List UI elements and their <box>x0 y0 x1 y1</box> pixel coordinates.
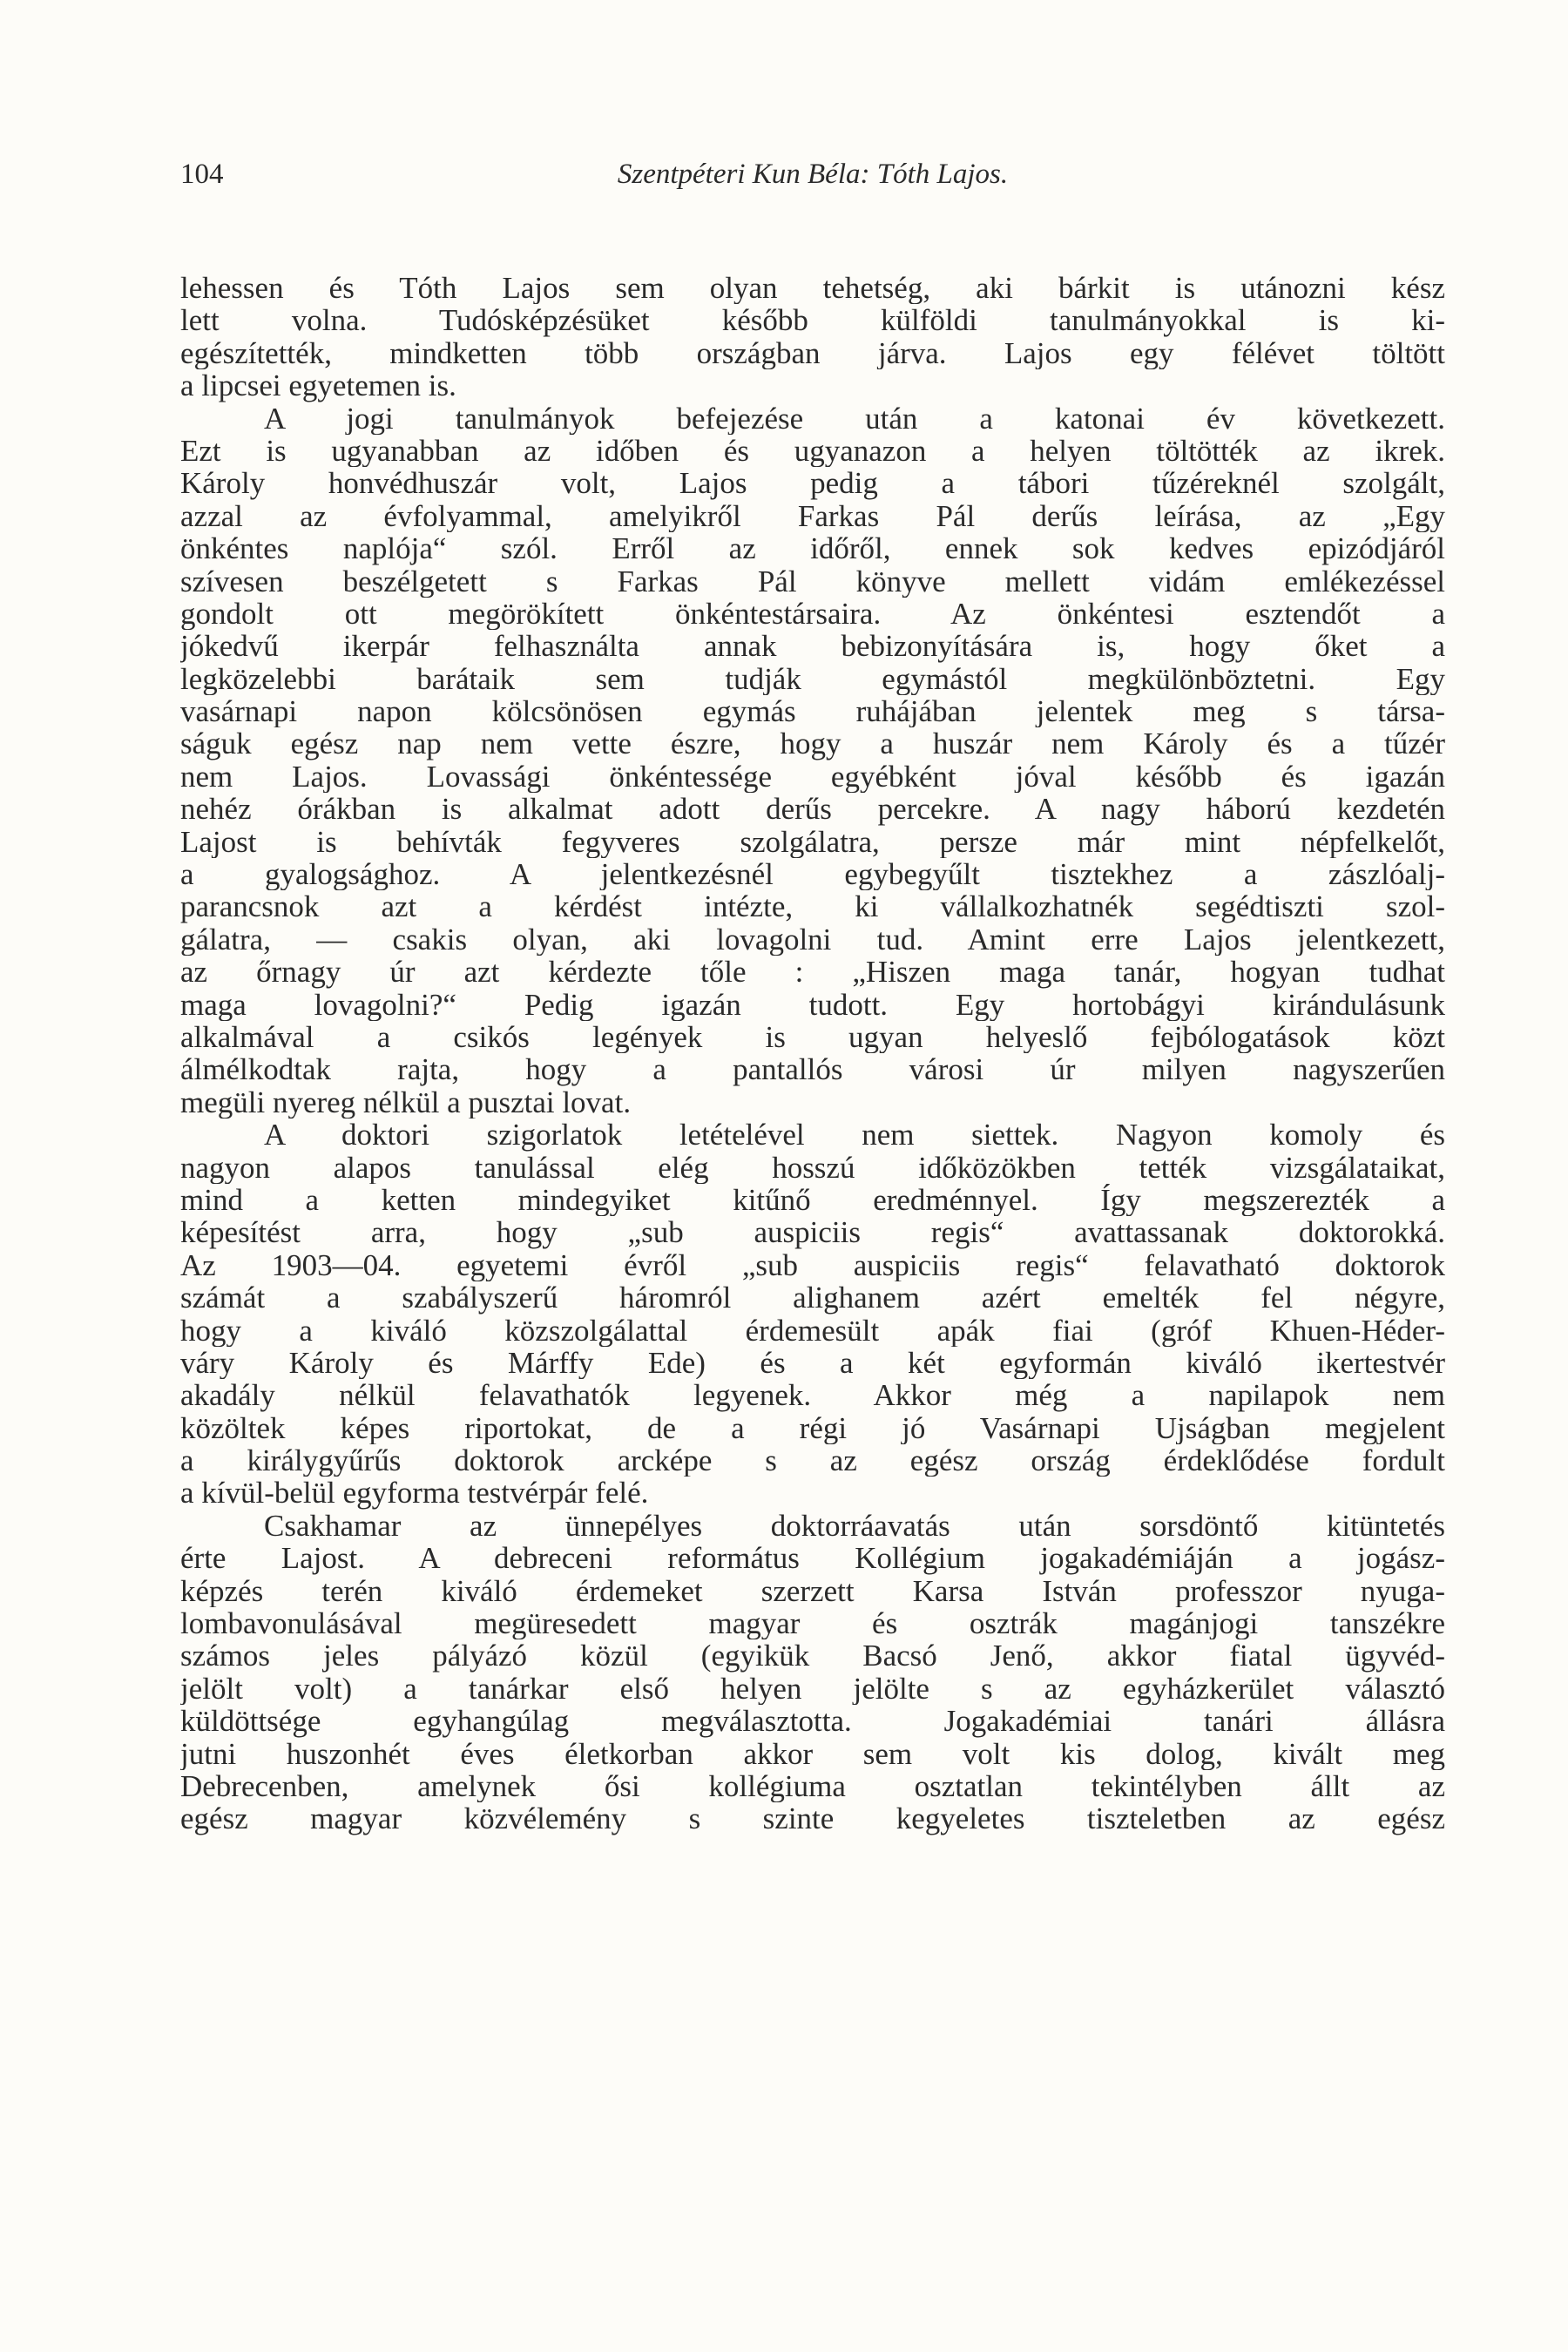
text-line: ságuk egész nap nem vette észre, hogy a huszár nem Károly és a tűzér <box>180 727 1445 760</box>
text-line: küldöttsége egyhangúlag megválasztotta. Jogakadémiai tanári állásra <box>180 1705 1445 1738</box>
text-line: gálatra, — csakis olyan, aki lovagolni tud. Amint erre Lajos jelentkezett, <box>180 923 1445 956</box>
text-line: váry Károly és Márffy Ede) és a két egyformán kiváló ikertestvér <box>180 1346 1445 1380</box>
text-line: nem Lajos. Lovassági önkéntessége egyébként jóval később és igazán <box>180 760 1445 794</box>
text-line: akadály nélkül felavathatók legyenek. Akkor még a napilapok nem <box>180 1379 1445 1412</box>
text-line: lett volna. Tudósképzésüket később külföldi tanulmányokkal is ki- <box>180 304 1445 337</box>
body-text <box>180 272 1445 1835</box>
text-line: maga lovagolni?“ Pedig igazán tudott. Egy hortobágyi kirándulásunk <box>180 988 1445 1021</box>
text-line: közöltek képes riportokat, de a régi jó Vasárnapi Ujságban megjelent <box>180 1411 1445 1445</box>
text-line: Ezt is ugyanabban az időben és ugyanazon a helyen töltötték az ikrek. <box>180 434 1445 468</box>
text-line: jelölt volt) a tanárkar első helyen jelölte s az egyházkerület választó <box>180 1672 1445 1706</box>
text-line: Debrecenben, amelynek ősi kollégiuma osztatlan tekintélyben állt az <box>180 1769 1445 1803</box>
text-line: egész magyar közvélemény s szinte kegyeletes tiszteletben az egész <box>180 1802 1445 1835</box>
text-line: azzal az évfolyammal, amelyikről Farkas Pál derűs leírása, az „Egy <box>180 499 1445 533</box>
text-line: az őrnagy úr azt kérdezte tőle : „Hiszen maga tanár, hogyan tudhat <box>180 956 1445 989</box>
text-line: gondolt ott megörökített önkéntestársaira. Az önkéntesi esztendőt a <box>180 597 1445 631</box>
text-line: Csakhamar az ünnepélyes doktorráavatás után sorsdöntő kitüntetés <box>264 1509 1445 1543</box>
text-line: egészítették, mindketten több országban járva. Lajos egy félévet töltött <box>180 336 1445 370</box>
text-line: Károly honvédhuszár volt, Lajos pedig a tábori tűzéreknél szolgált, <box>180 467 1445 500</box>
text-line: legközelebbi barátaik sem tudják egymástól megkülönböztetni. Egy <box>180 662 1445 696</box>
text-line: megüli nyereg nélkül a pusztai lovat. <box>180 1085 632 1119</box>
text-line: lehessen és Tóth Lajos sem olyan tehetség, aki bárkit is utánozni kész <box>180 272 1445 305</box>
text-line: parancsnok azt a kérdést intézte, ki vállalkozhatnék segédtiszti szol- <box>180 890 1445 923</box>
text-line: hogy a kiváló közszolgálattal érdemesült apák fiai (gróf Khuen-Héder- <box>180 1314 1445 1347</box>
text-line: jókedvű ikerpár felhasználta annak bebizonyítására is, hogy őket a <box>180 630 1445 663</box>
text-line: a királygyűrűs doktorok arcképe s az egész ország érdeklődése fordult <box>180 1444 1445 1477</box>
text-line: álmélkodtak rajta, hogy a pantallós városi úr milyen nagyszerűen <box>180 1053 1445 1086</box>
text-line: szívesen beszélgetett s Farkas Pál könyve mellett vidám emlékezéssel <box>180 564 1445 598</box>
text-line: Lajost is behívták fegyveres szolgálatra, persze már mint népfelkelőt, <box>180 825 1445 859</box>
text-line: számos jeles pályázó közül (egyikük Bacsó Jenő, akkor fiatal ügyvéd- <box>180 1639 1445 1673</box>
page-number: 104 <box>180 159 224 190</box>
text-line: Az 1903—04. egyetemi évről „sub auspiciis regis“ felavatható doktorok <box>180 1248 1445 1282</box>
text-line: érte Lajost. A debreceni református Kollégium jogakadémiáján a jogász- <box>180 1542 1445 1575</box>
text-line: nagyon alapos tanulással elég hosszú időközökben tették vizsgálataikat, <box>180 1151 1445 1184</box>
text-line: a lipcsei egyetemen is. <box>180 369 456 402</box>
text-line: önkéntes naplója“ szól. Erről az időről, ennek sok kedves epizódjáról <box>180 532 1445 565</box>
text-line: A doktori szigorlatok letételével nem siettek. Nagyon komoly és <box>264 1119 1445 1152</box>
running-title: Szentpéteri Kun Béla: Tóth Lajos. <box>617 159 1009 190</box>
text-line: nehéz órákban is alkalmat adott derűs percekre. A nagy háború kezdetén <box>180 793 1445 826</box>
text-line: számát a szabályszerű háromról alighanem azért emelték fel négyre, <box>180 1281 1445 1315</box>
text-line: képesítést arra, hogy „sub auspiciis regis“ avattassanak doktorokká. <box>180 1216 1445 1249</box>
text-line: jutni huszonhét éves életkorban akkor sem volt kis dolog, kivált meg <box>180 1737 1445 1770</box>
text-line: képzés terén kiváló érdemeket szerzett Karsa István professzor nyuga- <box>180 1574 1445 1608</box>
running-head <box>180 155 1445 193</box>
text-line: A jogi tanulmányok befejezése után a katonai év következett. <box>264 402 1445 435</box>
text-line: lombavonulásával megüresedett magyar és osztrák magánjogi tanszékre <box>180 1607 1445 1640</box>
text-line: mind a ketten mindegyiket kitűnő eredménnyel. Így megszerezték a <box>180 1183 1445 1217</box>
text-line: a kívül-belül egyforma testvérpár felé. <box>180 1477 649 1510</box>
text-line: alkalmával a csikós legények is ugyan helyeslő fejbólogatások közt <box>180 1020 1445 1054</box>
text-line: vasárnapi napon kölcsönösen egymás ruhájában jelentek meg s társa- <box>180 695 1445 728</box>
text-line: a gyalogsághoz. A jelentkezésnél egybegyűlt tisztekhez a zászlóalj- <box>180 858 1445 891</box>
